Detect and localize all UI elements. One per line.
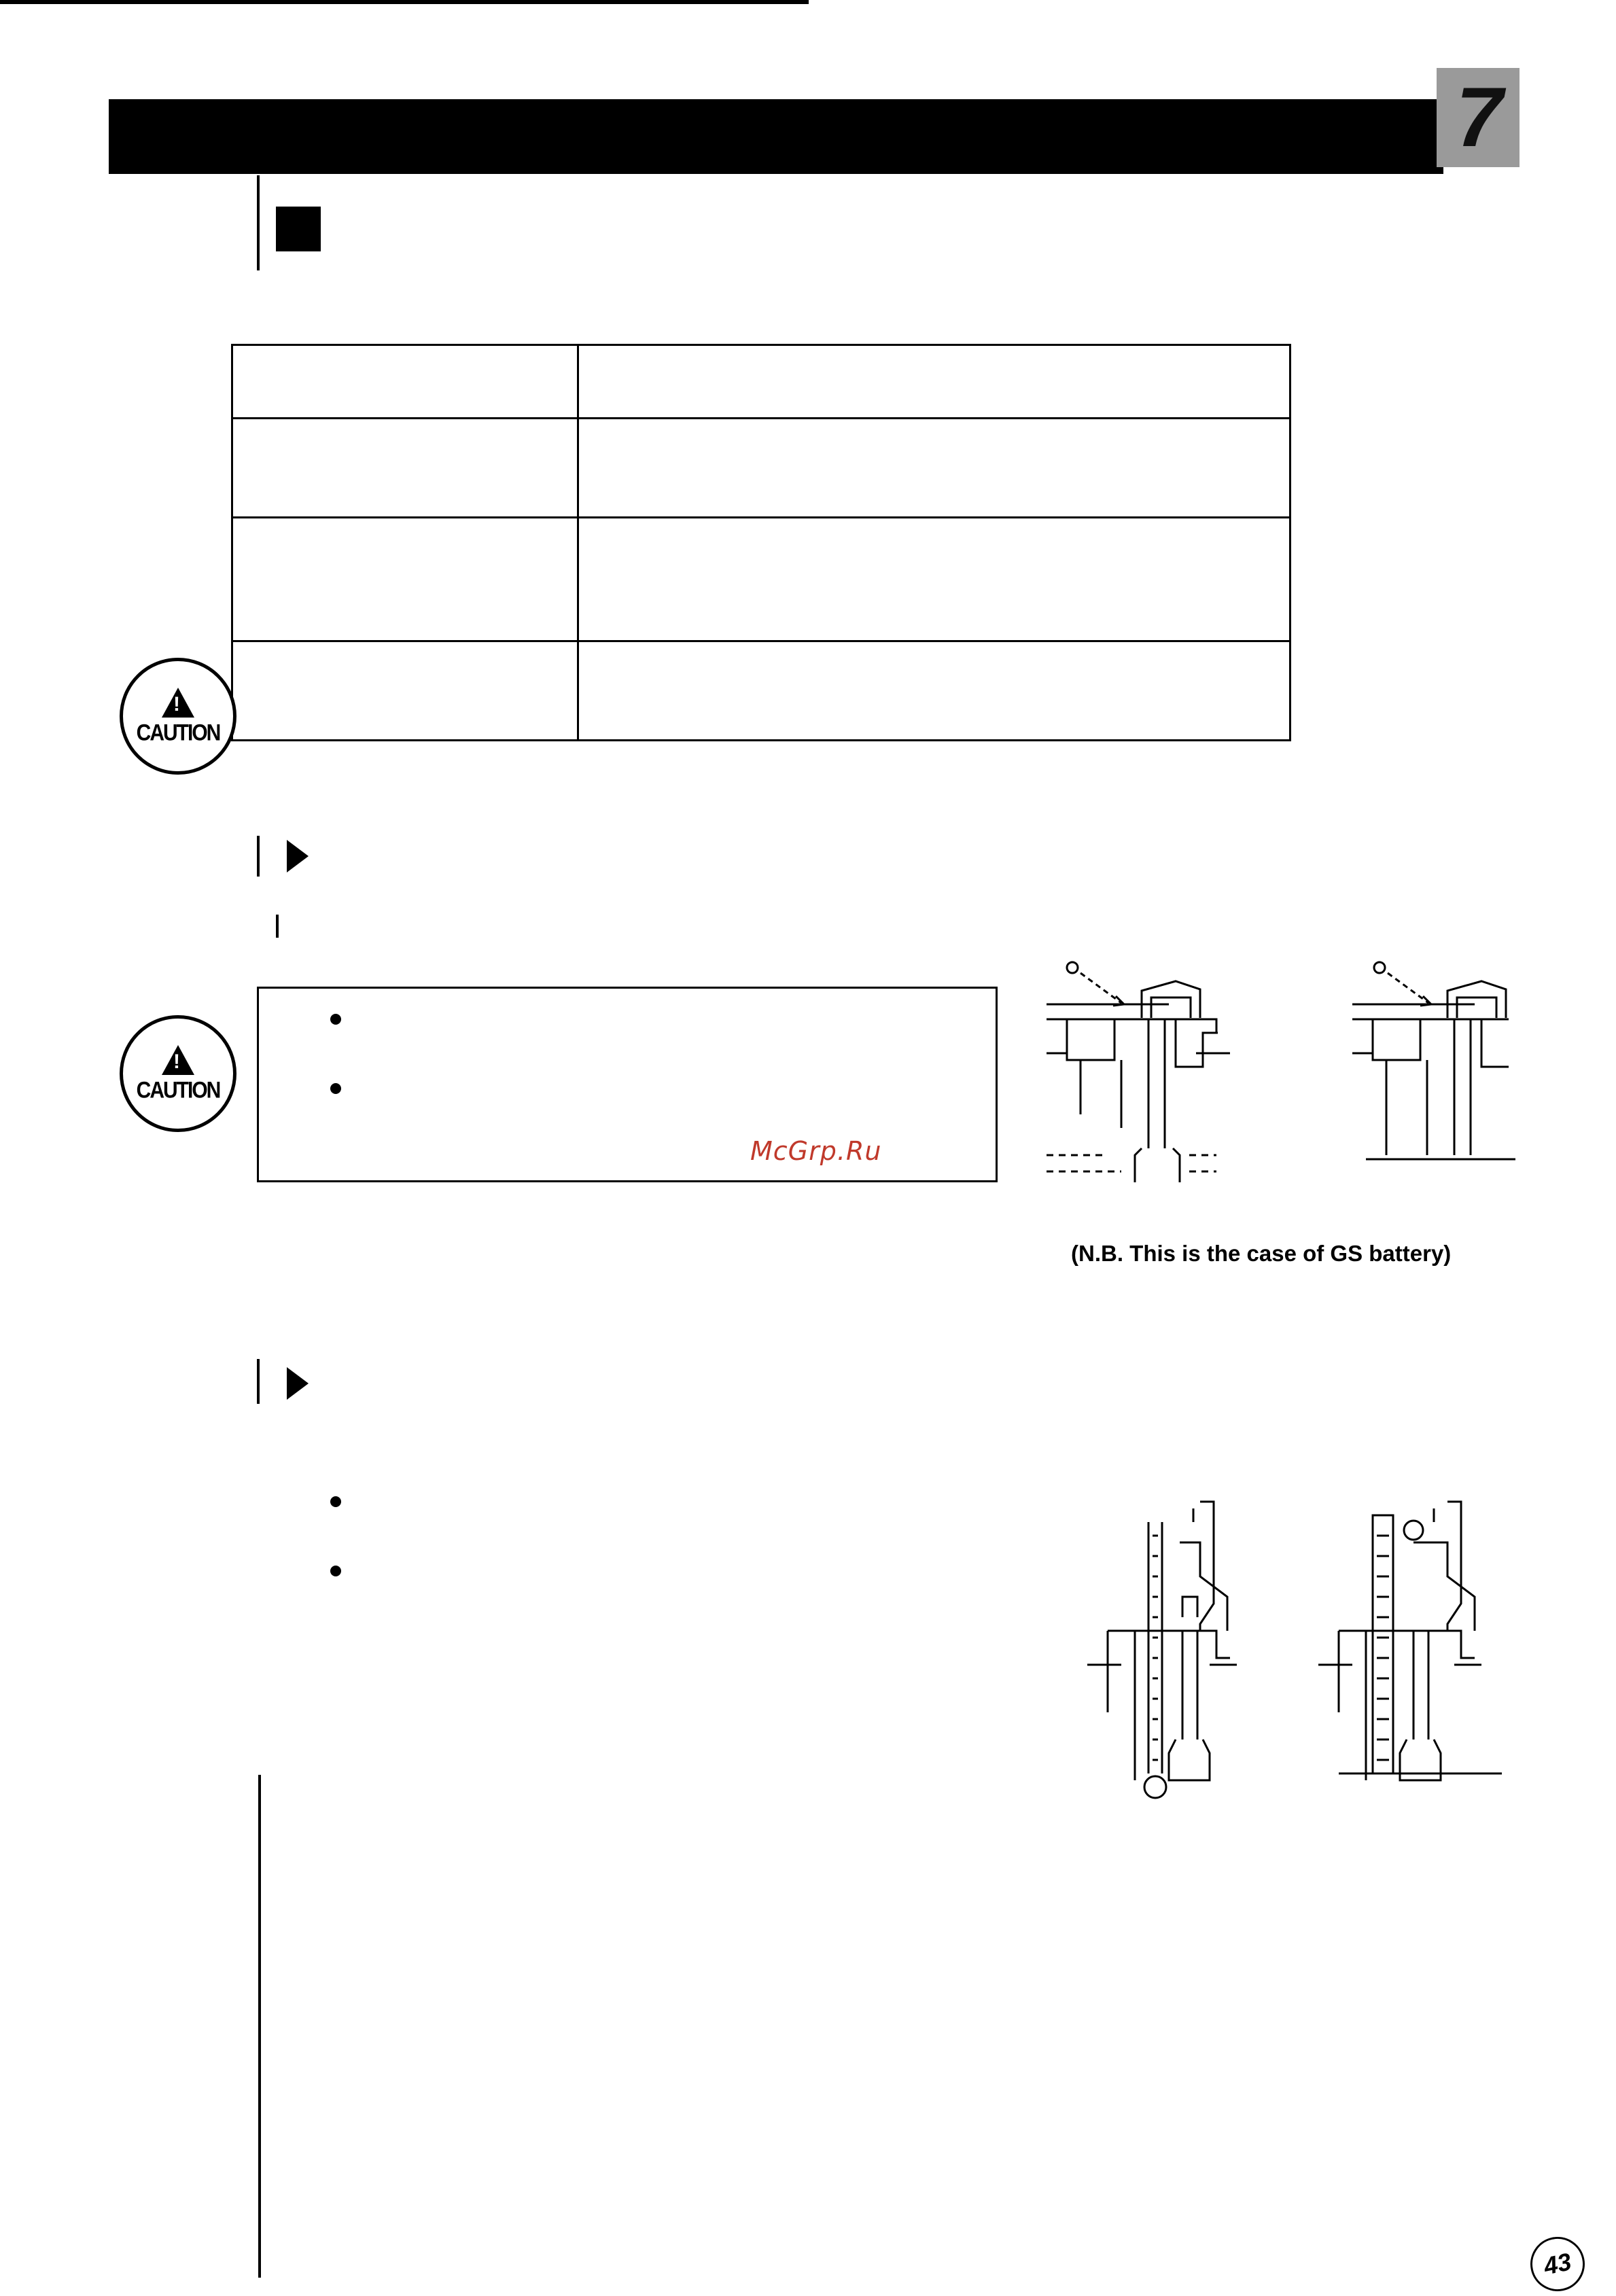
table-cell <box>232 419 578 518</box>
table-row <box>232 518 1290 641</box>
hydrometer-diagram-right <box>1318 1502 1502 1780</box>
caution-icon <box>120 658 236 775</box>
hydrometer-diagram-left <box>1087 1502 1237 1798</box>
arrow-bullet-icon <box>287 1367 309 1400</box>
battery-level-figure-1 <box>1040 951 1515 1182</box>
table-cell <box>578 419 1290 518</box>
table-cell <box>578 345 1290 419</box>
square-bullet-icon <box>276 207 321 251</box>
spec-table <box>231 344 1291 741</box>
vent-cap-diagram-right <box>1352 962 1515 1159</box>
bullet-dot-icon <box>330 1083 341 1094</box>
caution-label: CAUTION <box>136 1077 220 1103</box>
margin-rule <box>257 1359 260 1404</box>
battery-level-figure-2 <box>1081 1495 1522 1814</box>
caution-label: CAUTION <box>136 720 220 746</box>
table-cell <box>232 641 578 741</box>
chapter-header-bar <box>109 99 1443 174</box>
table-cell <box>578 641 1290 741</box>
top-rule <box>0 0 809 8</box>
note-box <box>257 987 998 1182</box>
table-row <box>232 641 1290 741</box>
watermark: McGrp.Ru <box>750 1136 882 1166</box>
chapter-tab <box>1437 68 1520 167</box>
bullet-dot-icon <box>330 1014 341 1025</box>
arrow-bullet-icon <box>287 840 309 872</box>
margin-rule <box>276 915 279 938</box>
figure-caption: (N.B. This is the case of GS battery) <box>1071 1241 1452 1266</box>
bullet-dot-icon <box>330 1566 341 1576</box>
page-number: 43 <box>1541 2247 1574 2280</box>
margin-rule <box>258 1775 261 2278</box>
table-cell <box>232 345 578 419</box>
bullet-dot-icon <box>330 1496 341 1507</box>
table-cell <box>578 518 1290 641</box>
chapter-number: 7 <box>1456 71 1500 164</box>
warning-triangle-icon <box>162 688 194 718</box>
table-row <box>232 345 1290 419</box>
caution-icon <box>120 1015 236 1132</box>
page-number-badge <box>1526 2232 1590 2296</box>
margin-rule <box>257 836 260 877</box>
warning-triangle-icon <box>162 1045 194 1075</box>
margin-rule <box>257 175 260 270</box>
vent-cap-diagram-left <box>1047 962 1230 1182</box>
table-row <box>232 419 1290 518</box>
table-cell <box>232 518 578 641</box>
